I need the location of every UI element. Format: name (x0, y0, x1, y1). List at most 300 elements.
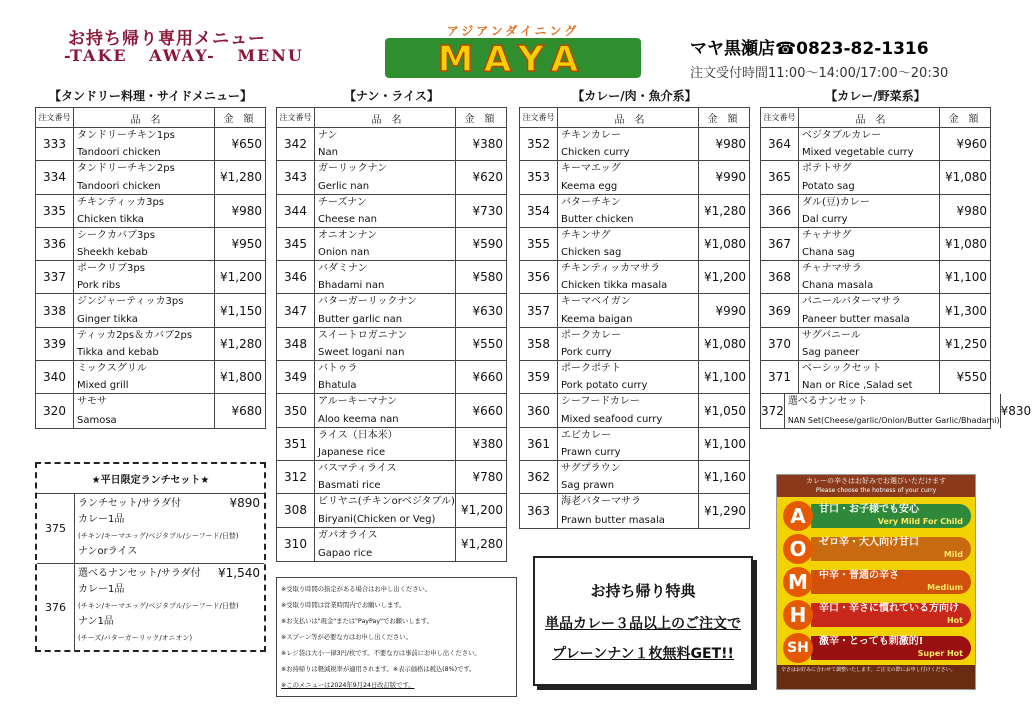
item-name-jp: チーズナン (318, 196, 367, 208)
item-name-en: Biryani(Chicken or Veg) (318, 513, 436, 525)
item-name-en: NAN Set(Cheese/garlic/Onion/Butter Garlic/Bhadami) (787, 415, 1000, 425)
table-row (277, 294, 506, 327)
table-row (36, 195, 265, 228)
item-number: 352 (520, 128, 558, 160)
table-row (277, 494, 506, 527)
item-number: 343 (277, 161, 315, 193)
table-tandoori (35, 107, 266, 429)
item-number: 354 (520, 195, 558, 227)
item-name-en: Keema baigan (561, 313, 633, 325)
header-no: 注文番号 (761, 108, 799, 127)
item-name-jp: ポークリブ3ps (77, 263, 145, 275)
item-name (315, 361, 456, 393)
hotness-band (811, 537, 971, 561)
item-name-en: Pork potato curry (561, 380, 648, 392)
item-name-jp: ティッカ2ps＆カバブ2ps (77, 329, 193, 341)
hotness-label-en: Super Hot (917, 649, 963, 658)
item-name (74, 195, 215, 227)
item-name-jp: チャナマサラ (802, 263, 862, 275)
special-condition: 単品カレー３品以上のご注文で (545, 615, 741, 632)
table-header (761, 108, 990, 128)
item-number: 320 (36, 394, 74, 427)
item-name (799, 261, 940, 293)
item-number: 333 (36, 128, 74, 160)
item-price: ¥1,300 (945, 303, 987, 318)
table-row (277, 361, 506, 394)
item-name-jp: チキンサグ (561, 229, 611, 241)
item-price: ¥650 (231, 137, 262, 152)
special-reward: プレーンナン１枚無料GET!! (552, 645, 734, 662)
item-name (315, 128, 456, 160)
item-name-jp: バターチキン (561, 196, 621, 208)
item-name-en: Paneer butter masala (802, 313, 910, 325)
table-row (761, 394, 1032, 427)
table-row (520, 294, 749, 327)
lunch-line: (チキン/キーマエッグ/ベジタブル/シーフード/日替) (78, 532, 239, 540)
item-name (799, 161, 940, 193)
item-name (799, 294, 940, 326)
lunch-price: ¥1,540 (218, 566, 260, 580)
item-name-jp: ライス（日本米） (318, 429, 398, 441)
item-name-en: Bhadami nan (318, 280, 385, 292)
table-row (277, 228, 506, 261)
item-name (799, 328, 940, 360)
item-name-jp: ベーシックセット (802, 363, 882, 375)
hotness-letter: SH (783, 633, 813, 663)
table-row (277, 161, 506, 194)
item-name-jp: チャナサグ (802, 229, 852, 241)
hotness-label-en: Very Mild For Child (877, 517, 963, 526)
section-title-nan-rice: 【ナン・ライス】 (344, 89, 439, 103)
item-number: 334 (36, 161, 74, 193)
item-name (558, 294, 699, 326)
item-name-jp: ダル(豆)カレー (802, 196, 870, 208)
lunch-row (37, 564, 264, 650)
table-row (36, 361, 265, 394)
lunch-line: カレー1品 (78, 584, 125, 595)
item-name-jp: バスマティライス (318, 462, 397, 474)
item-price: ¥1,200 (220, 270, 262, 285)
section-title-tandoori: 【タンドリー料理・サイドメニュー】 (48, 89, 253, 103)
item-name (315, 328, 456, 360)
item-number: 358 (520, 328, 558, 360)
table-row (761, 161, 990, 194)
hotness-header-jp: カレーの辛さはお好みでお選びいただけます (806, 477, 946, 485)
item-name-en: Nan or Rice ,Salad set (802, 380, 913, 392)
item-name-en: Tandoori chicken (77, 147, 161, 159)
item-name (799, 128, 940, 160)
item-price: ¥1,280 (461, 537, 503, 552)
table-row (761, 261, 990, 294)
item-name-jp: ビリヤニ(チキンorベジタブル) (318, 496, 455, 508)
menu-title-jp: お持ち帰り専用メニュー (68, 29, 266, 49)
item-name (315, 461, 456, 493)
item-name-jp: パニールバターマサラ (802, 296, 902, 308)
item-number: 338 (36, 294, 74, 326)
item-name (558, 428, 699, 460)
hotness-header (777, 475, 975, 497)
item-name-en: Sag paneer (802, 347, 860, 359)
item-name-en: Samosa (77, 414, 117, 426)
item-name-jp: ミックスグリル (77, 363, 147, 375)
hotness-label-jp: ゼロ辛・大人向け甘口 (819, 537, 919, 548)
item-name-jp: 海老バターマサラ (561, 496, 641, 508)
hotness-label-jp: 激辛・とっても刺激的! (819, 636, 924, 647)
item-name (315, 195, 456, 227)
item-name-jp: バターガーリックナン (318, 296, 417, 308)
item-name-jp: スイートロガニナン (318, 329, 408, 341)
table-header (277, 108, 506, 128)
hotness-chart (776, 474, 976, 690)
table-row (36, 328, 265, 361)
item-price: ¥1,050 (704, 403, 746, 418)
item-name-jp: ジンジャーティッカ3ps (77, 296, 184, 308)
item-number: 335 (36, 195, 74, 227)
hotness-band (811, 504, 971, 528)
section-title-curry-veg: 【カレー/野菜系】 (825, 89, 926, 103)
table-row (36, 294, 265, 327)
item-number: 367 (761, 228, 799, 260)
lunch-number: 375 (37, 494, 75, 563)
item-name-en: Gerlic nan (318, 180, 370, 192)
item-number: 355 (520, 228, 558, 260)
note-line: ※受取り時間は営業時間内でお願いします。 (281, 602, 406, 609)
item-price: ¥1,280 (220, 170, 262, 185)
item-name-en: Prawn butter masala (561, 514, 665, 526)
table-row (277, 128, 506, 161)
table-row (520, 195, 749, 228)
item-name (558, 195, 699, 227)
hotness-label-en: Hot (946, 616, 963, 625)
hotness-label-jp: 甘口・お子様でも安心 (819, 504, 919, 515)
lunch-line: ランチセット/サラダ付 (78, 498, 182, 509)
table-row (36, 128, 265, 161)
item-name-jp: シークカバブ3ps (77, 229, 155, 241)
item-name-en: Gapao rice (318, 547, 373, 559)
item-name-en: Sheekh kebab (77, 247, 148, 259)
item-price: ¥1,100 (704, 370, 746, 385)
lunch-line: (チーズ/バターガーリック/オニオン) (78, 634, 193, 642)
header-name: 品 名 (315, 108, 456, 127)
item-name-en: Sweet logani nan (318, 347, 405, 359)
item-name-en: Ginger tikka (77, 313, 138, 325)
lunch-line: ナンorライス (78, 546, 138, 557)
lunch-row (37, 494, 264, 564)
item-price: ¥980 (231, 203, 262, 218)
item-name (315, 394, 456, 426)
table-row (520, 328, 749, 361)
table-curry-veg (760, 107, 1032, 429)
item-price: ¥960 (956, 137, 987, 152)
item-price: ¥990 (715, 170, 746, 185)
item-name (799, 195, 940, 227)
item-name-en: Chicken curry (561, 147, 630, 159)
item-name (558, 128, 699, 160)
item-number: 353 (520, 161, 558, 193)
table-row (520, 261, 749, 294)
note-line: ※スプーン等が必要な方はお申し出ください。 (281, 634, 412, 641)
hotness-label-jp: 中辛・普通の辛さ (819, 570, 899, 581)
table-header (520, 108, 749, 128)
table-row (520, 161, 749, 194)
note-line: ※お持帰りは軽減税率が適用されます。※表示価格は税込(8%)です。 (281, 666, 476, 673)
item-number: 356 (520, 261, 558, 293)
item-name-en: Chana sag (802, 247, 855, 259)
item-price: ¥1,800 (220, 370, 262, 385)
item-price: ¥1,080 (704, 237, 746, 252)
item-number: 364 (761, 128, 799, 160)
item-price: ¥580 (472, 270, 503, 285)
item-name (74, 128, 215, 160)
item-price: ¥1,280 (704, 203, 746, 218)
item-name-jp: アルーキーマナン (318, 396, 398, 408)
item-number: 366 (761, 195, 799, 227)
lunch-line: カレー1品 (78, 514, 125, 525)
note-line: ※受取り時間の指定がある場合はお申し出ください。 (281, 586, 432, 593)
item-name-en: Cheese nan (318, 213, 377, 225)
hotness-letter: M (783, 567, 813, 597)
section-title-curry-meat: 【カレー/肉・魚介系】 (572, 89, 697, 103)
item-name-jp: ガパオライス (318, 529, 378, 541)
item-name-jp: タンドリーチキン1ps (77, 130, 175, 141)
item-name (315, 228, 456, 260)
item-name (74, 294, 215, 326)
header-no: 注文番号 (277, 108, 315, 127)
hotness-band (811, 603, 971, 627)
hotness-letter: O (783, 534, 813, 564)
item-name-jp: ポークカレー (561, 329, 621, 341)
item-name-en: Sag prawn (561, 480, 615, 492)
item-number: 361 (520, 428, 558, 460)
item-price: ¥1,080 (945, 237, 987, 252)
item-name-en: Chana masala (802, 280, 874, 292)
item-name-jp: キーマエッグ (561, 163, 621, 175)
hotness-band (811, 636, 971, 660)
table-row (36, 161, 265, 194)
header-price: 金 額 (464, 114, 495, 125)
item-price: ¥630 (472, 303, 503, 318)
item-price: ¥950 (231, 237, 262, 252)
item-name (315, 294, 456, 326)
logo-wordmark-icon (385, 38, 641, 78)
table-header (36, 108, 265, 128)
item-name-jp: ポテトサグ (802, 163, 852, 175)
special-title: お持ち帰り特典 (590, 581, 696, 600)
item-name (315, 261, 456, 293)
menu-title-en: -TAKE AWAY- MENU (64, 46, 304, 65)
item-name-en: Mixed grill (77, 380, 129, 392)
table-row (761, 195, 990, 228)
item-number: 337 (36, 261, 74, 293)
notes-box (276, 577, 517, 697)
item-price: ¥990 (715, 303, 746, 318)
item-name (558, 328, 699, 360)
item-name-jp: オニオンナン (318, 229, 378, 241)
item-number: 348 (277, 328, 315, 360)
item-price: ¥1,280 (220, 336, 262, 351)
table-row (761, 228, 990, 261)
item-name-jp: サグプラウン (561, 462, 621, 474)
item-name-en: Chicken sag (561, 247, 622, 259)
logo-text: MAYA (437, 39, 589, 80)
item-number: 344 (277, 195, 315, 227)
item-number: 351 (277, 428, 315, 460)
item-number: 336 (36, 228, 74, 260)
item-name (799, 228, 940, 260)
item-name-en: Aloo keema nan (318, 413, 399, 425)
store-phone: マヤ黒瀬店☎0823-82-1316 (690, 39, 929, 59)
item-name (315, 528, 456, 561)
table-row (277, 461, 506, 494)
lunch-line: (チキン/キーマエッグ/ベジタブル/シーフード/日替) (78, 602, 239, 610)
item-name-jp: ガーリックナン (318, 163, 388, 175)
item-name-en: Basmati rice (318, 480, 381, 492)
table-row (36, 228, 265, 261)
item-number: 370 (761, 328, 799, 360)
header-price: 金 額 (707, 114, 738, 125)
item-price: ¥1,290 (704, 503, 746, 518)
header-price: 金 額 (948, 114, 979, 125)
item-name-en: Pork curry (561, 347, 612, 359)
item-number: 339 (36, 328, 74, 360)
table-row (520, 128, 749, 161)
lunch-body (75, 564, 264, 650)
item-name-en: Tandoori chicken (77, 180, 161, 192)
item-number: 357 (520, 294, 558, 326)
item-price: ¥830 (1000, 404, 1032, 419)
item-name-en: Nan (318, 147, 338, 159)
item-number: 350 (277, 394, 315, 426)
lunch-set-box (35, 462, 266, 652)
table-row (277, 428, 506, 461)
item-name (558, 494, 699, 527)
header-name: 品 名 (74, 108, 215, 127)
header-name: 品 名 (558, 108, 699, 127)
table-row (277, 528, 506, 561)
header-name: 品 名 (799, 108, 940, 127)
table-row (277, 195, 506, 228)
item-name-jp: シーフードカレー (561, 396, 640, 408)
hotness-letter: A (783, 501, 813, 531)
table-curry-meat (519, 107, 750, 529)
table-row (36, 261, 265, 294)
item-price: ¥730 (472, 203, 503, 218)
lunch-title: ★平日限定ランチセット★ (37, 464, 264, 494)
item-name (74, 161, 215, 193)
item-number: 359 (520, 361, 558, 393)
item-number: 346 (277, 261, 315, 293)
item-price: ¥980 (956, 203, 987, 218)
item-price: ¥1,250 (945, 336, 987, 351)
item-price: ¥1,100 (704, 436, 746, 451)
item-number: 345 (277, 228, 315, 260)
item-name (558, 228, 699, 260)
table-row (520, 428, 749, 461)
hotness-band (811, 570, 971, 594)
table-row (761, 361, 990, 394)
item-number: 349 (277, 361, 315, 393)
takeaway-special-box (533, 556, 753, 686)
item-name-en: Butter garlic nan (318, 313, 403, 325)
item-name-jp: チキンティッカマサラ (561, 263, 661, 275)
item-number: 362 (520, 461, 558, 493)
item-name (799, 361, 940, 393)
item-name (785, 394, 1001, 427)
logo-subtitle: アジアンダイニング (446, 24, 580, 38)
header-no: 注文番号 (36, 108, 74, 127)
item-name-en: Butter chicken (561, 213, 634, 225)
table-row (761, 328, 990, 361)
item-number: 363 (520, 494, 558, 527)
item-number: 308 (277, 494, 315, 526)
item-price: ¥980 (715, 137, 746, 152)
table-row (520, 228, 749, 261)
item-number: 369 (761, 294, 799, 326)
hotness-header-en: Please choose the hotness of your curry (815, 487, 937, 494)
item-name-jp: サモサ (77, 396, 107, 408)
table-row (520, 494, 749, 527)
item-name-en: Pork ribs (77, 280, 121, 292)
item-price: ¥1,080 (945, 170, 987, 185)
item-price: ¥660 (472, 403, 503, 418)
item-price: ¥1,160 (704, 470, 746, 485)
item-name-en: Keema egg (561, 180, 618, 192)
hotness-label-jp: 辛口・辛さに慣れている方向け (819, 603, 959, 614)
item-number: 368 (761, 261, 799, 293)
item-number: 360 (520, 394, 558, 426)
table-nan-rice (276, 107, 507, 562)
note-line: ※お支払いは"現金"または"PayPay"でお願いします。 (281, 618, 433, 625)
item-name (74, 228, 215, 260)
item-name (558, 161, 699, 193)
item-name-jp: バトゥラ (318, 363, 358, 375)
lunch-line: ナン1品 (78, 616, 114, 627)
hotness-level (783, 501, 971, 531)
item-number: 347 (277, 294, 315, 326)
hotness-footer: 辛さはお好みに合わせて調整いたします。ご注文の際にお申し付けください。 (777, 665, 975, 689)
item-name-en: Mixed vegetable curry (802, 147, 914, 159)
item-name (74, 328, 215, 360)
table-row (277, 261, 506, 294)
item-price: ¥590 (472, 237, 503, 252)
order-hours: 注文受付時間11:00〜14:00/17:00〜20:30 (690, 66, 949, 81)
item-name-en: Dal curry (802, 213, 848, 225)
table-row (761, 128, 990, 161)
item-price: ¥550 (472, 336, 503, 351)
item-price: ¥1,150 (220, 303, 262, 318)
item-name (558, 461, 699, 493)
header-no: 注文番号 (520, 108, 558, 127)
item-price: ¥380 (472, 436, 503, 451)
item-name-jp: バダミナン (318, 263, 368, 275)
hotness-label-en: Medium (927, 583, 963, 592)
table-row (520, 361, 749, 394)
item-name (315, 161, 456, 193)
item-number: 371 (761, 361, 799, 393)
item-name (558, 261, 699, 293)
table-row (761, 294, 990, 327)
item-name-jp: タンドリーチキン2ps (77, 163, 175, 175)
item-name-en: Chicken tikka (77, 213, 144, 225)
item-name-jp: エビカレー (561, 429, 611, 441)
item-name-jp: チキンティッカ3ps (77, 196, 165, 208)
item-name-jp: キーマベイガン (561, 296, 631, 308)
hotness-letter: H (783, 600, 813, 630)
table-row (520, 461, 749, 494)
item-name (315, 428, 456, 460)
hotness-level (783, 633, 971, 663)
item-price: ¥550 (956, 370, 987, 385)
